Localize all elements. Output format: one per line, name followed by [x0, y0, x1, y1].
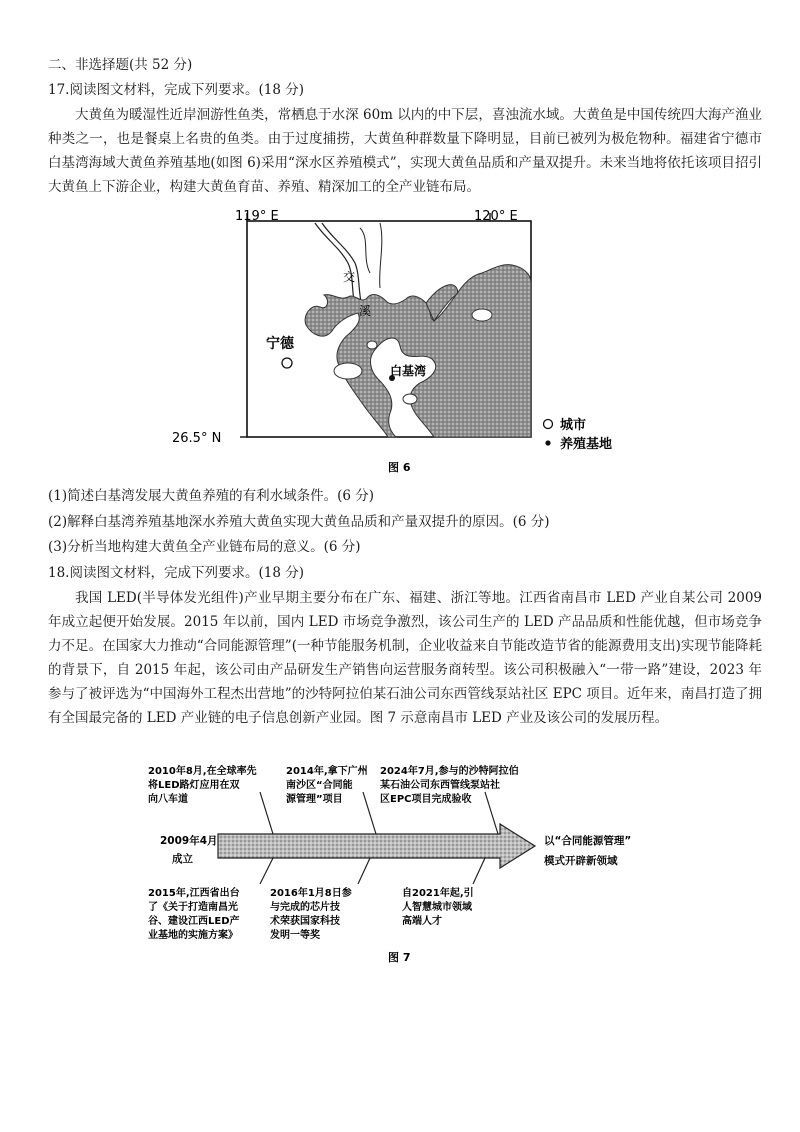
svg-text:南沙区“合同能: 南沙区“合同能 [286, 780, 353, 791]
timeline-event-top-1 [148, 764, 257, 805]
river-label-2: 溪 [359, 304, 372, 318]
timeline-event-bottom-2 [269, 886, 352, 941]
question-18-paragraph: 我国 LED(半导体发光组件)产业早期主要分布在广东、福建、浙江等地。江西省南昌市 LED 产业自某公司 2009 年成立起便开始发展。2015 年以前，国内 LED 市场竞争激烈，该公司生产的 LED 产品品质和性能优越，但市场竞争力不足。在国家大力推动“合同能源管理”(一种节能服务机制，企业收益来自节能改造节省的能源费用支出)实现节能降耗的背景下，自 2015 年起，该公司由产品研发生产销售向运营服务商转型。该公司积极融入“一带一路”建设，2023 年参与了被评选为“中国海外工程杰出营地”的沙特阿拉伯某石油公司东西管线泵站社区 EPC 项目。近年来，南昌打造了拥有全国最完备的 LED 产业链的电子信息创新产业园。图 7 示意南昌市 LED 产业及该公司的发展历程。 [48, 590, 762, 726]
svg-text:模式开辟新领域: 模式开辟新领域 [544, 855, 618, 867]
map-lon-left-label: 119° E [235, 209, 279, 224]
svg-text:2014年,拿下广州: 2014年,拿下广州 [286, 766, 368, 777]
base-label: 白基湾 [390, 364, 427, 378]
timeline-event-bottom-1 [148, 886, 240, 941]
question-17-sub-1: (1)简述白基湾发展大黄鱼养殖的有利水域条件。(6 分) [48, 488, 375, 504]
svg-text:高端人才: 高端人才 [402, 916, 442, 927]
legend-city-label: 城市 [560, 418, 587, 433]
svg-text:发明一等奖: 发明一等奖 [270, 930, 320, 941]
svg-text:2009年4月: 2009年4月 [160, 835, 218, 847]
timeline-event-bottom-3 [402, 886, 474, 927]
svg-text:源管理”项目: 源管理”项目 [286, 794, 343, 805]
legend-base-label: 养殖基地 [560, 437, 613, 452]
svg-text:自2021年起,引: 自2021年起,引 [402, 888, 474, 899]
svg-text:2016年1月8日参: 2016年1月8日参 [270, 888, 352, 899]
city-label: 宁德 [266, 336, 294, 352]
led-timeline-figure [140, 764, 660, 964]
svg-text:成立: 成立 [172, 853, 193, 865]
question-17-sub-2: (2)解释白基湾养殖基地深水养殖大黄鱼实现大黄鱼品质和产量双提升的原因。(6 分) [48, 514, 550, 530]
figure-7-caption: 图 7 [388, 951, 411, 964]
svg-text:了《关于打造南昌光: 了《关于打造南昌光 [148, 902, 238, 913]
legend-base-icon [545, 440, 550, 445]
timeline-event-top-2 [285, 764, 368, 805]
svg-text:2010年8月,在全球率先: 2010年8月,在全球率先 [148, 766, 257, 777]
svg-text:区EPC项目完成验收: 区EPC项目完成验收 [380, 794, 472, 805]
section-title: 二、非选择题(共 52 分) [48, 57, 193, 73]
city-marker [282, 358, 292, 368]
svg-text:2015年,江西省出台: 2015年,江西省出台 [148, 888, 240, 899]
svg-text:某石油公司东西管线泵站社: 某石油公司东西管线泵站社 [380, 780, 500, 791]
timeline-start [160, 834, 218, 865]
svg-text:谷、建设江西LED产: 谷、建设江西LED产 [148, 916, 240, 927]
question-17-paragraph: 大黄鱼为暖湿性近岸洄游性鱼类，常栖息于水深 60m 以内的中下层，喜浊流水域。大黄鱼是中国传统四大海产渔业种类之一，也是餐桌上名贵的鱼类。由于过度捕捞，大黄鱼种群数量下降明显，目前已被列为极危物种。福建省宁德市白基湾海域大黄鱼养殖基地(如图 6)采用“深水区养殖模式”，实现大黄鱼品质和产量双提升。未来当地将依托该项目招引大黄鱼上下游企业，构建大黄鱼育苗、养殖、精深加工的全产业链布局。 [48, 107, 762, 195]
timeline-end [544, 834, 631, 867]
svg-text:术荣获国家科技: 术荣获国家科技 [270, 916, 340, 927]
question-18-heading: 18.阅读图文材料，完成下列要求。(18 分) [48, 565, 304, 581]
svg-text:人智慧城市领域: 人智慧城市领域 [402, 902, 472, 913]
timeline-event-top-3 [379, 764, 519, 805]
svg-text:将LED路灯应用在双: 将LED路灯应用在双 [148, 780, 240, 791]
svg-text:与完成的芯片技: 与完成的芯片技 [270, 902, 340, 913]
svg-text:以“合同能源管理”: 以“合同能源管理” [544, 835, 632, 847]
question-17-heading: 17.阅读图文材料，完成下列要求。(18 分) [48, 82, 304, 98]
river-label-1: 交 [343, 270, 356, 284]
map-lat-label: 26.5° N [172, 431, 222, 446]
svg-text:2024年7月,参与的沙特阿拉伯: 2024年7月,参与的沙特阿拉伯 [380, 766, 519, 777]
timeline-arrow [218, 824, 535, 868]
legend-city-icon [544, 420, 553, 429]
question-17-sub-3: (3)分析当地构建大黄鱼全产业链布局的意义。(6 分) [48, 539, 361, 555]
figure-6-caption: 图 6 [388, 461, 411, 474]
bay-map-figure [172, 203, 630, 474]
map-lon-right-label: 120° E [474, 209, 518, 224]
svg-text:业基地的实施方案》: 业基地的实施方案》 [148, 930, 238, 941]
svg-text:向八车道: 向八车道 [148, 794, 188, 805]
